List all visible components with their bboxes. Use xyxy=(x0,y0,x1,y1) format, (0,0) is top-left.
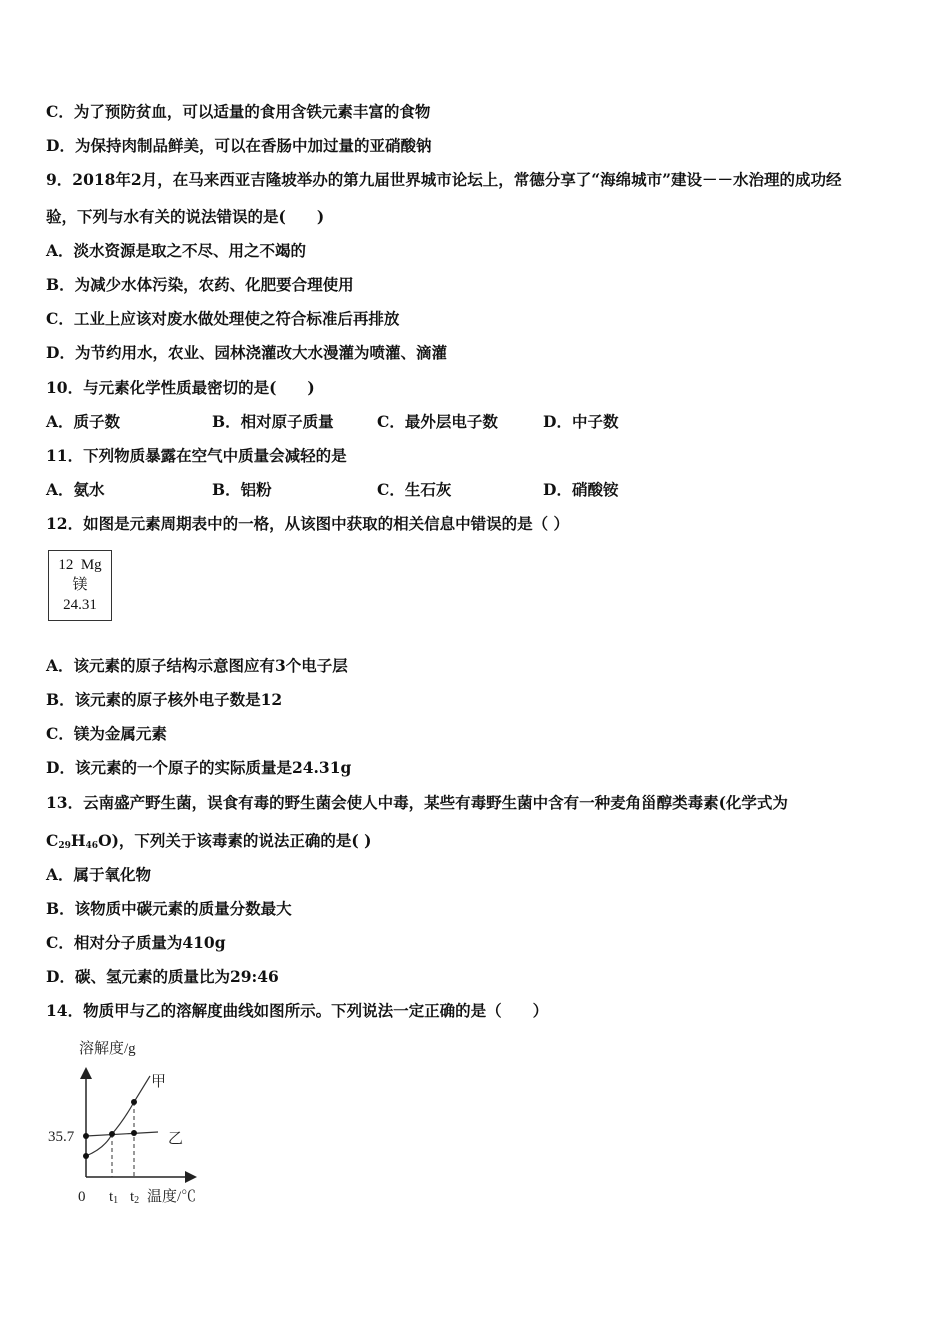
label-jia: 甲 xyxy=(151,1074,167,1090)
q10-option-a: A．质子数 xyxy=(46,412,121,431)
formula-h-sub: 46 xyxy=(85,841,99,851)
q10-option-c: C．最外层电子数 xyxy=(377,412,498,431)
q13-stem-line1: 13．云南盛产野生菌，误食有毒的野生菌会使人中毒，某些有毒野生菌中含有一种麦角甾醇类毒素(化学式为 xyxy=(46,793,788,812)
q13-stem-rest: ，下列关于该毒素的说法正确的是( ) xyxy=(118,831,372,850)
atomic-number: 12 xyxy=(58,557,74,573)
point-jia-t2 xyxy=(131,1099,137,1105)
periodic-table-cell xyxy=(48,550,112,621)
element-name: 镁 xyxy=(72,577,88,593)
point-jia-start xyxy=(83,1153,89,1159)
point-intersection-t1 xyxy=(109,1131,115,1137)
q9-stem-line1: 9．2018年2月，在马来西亚吉隆坡举办的第九届世界城市论坛上，常德分享了“海绵城市”建设－－水治理的成功经 xyxy=(46,170,842,189)
q10-option-d: D．中子数 xyxy=(543,412,619,431)
y-axis-label: 溶解度/g xyxy=(79,1041,136,1057)
q13-option-c: C．相对分子质量为410g xyxy=(46,933,226,952)
q13-option-d: D．碳、氢元素的质量比为29:46 xyxy=(46,967,279,986)
y-tick-35-7: 35.7 xyxy=(48,1129,75,1145)
point-35-7 xyxy=(83,1133,89,1139)
q9-stem-line2: 验，下列与水有关的说法错误的是( ) xyxy=(46,207,325,226)
q8-option-c: C．为了预防贫血，可以适量的食用含铁元素丰富的食物 xyxy=(46,102,431,121)
q11-stem: 11．下列物质暴露在空气中质量会减轻的是 xyxy=(46,446,347,465)
q9-option-b: B．为减少水体污染，农药、化肥要合理使用 xyxy=(46,275,354,294)
q9-option-c: C．工业上应该对废水做处理使之符合标准后再排放 xyxy=(46,309,400,328)
q9-option-d: D．为节约用水，农业、园林浇灌改大水漫灌为喷灌、滴灌 xyxy=(46,343,447,362)
element-symbol: Mg xyxy=(80,557,102,573)
origin-label: 0 xyxy=(78,1189,86,1205)
formula-h: H xyxy=(70,831,86,850)
q12-stem: 12．如图是元素周期表中的一格，从该图中获取的相关信息中错误的是（ ） xyxy=(46,514,569,533)
q12-option-a: A．该元素的原子结构示意图应有3个电子层 xyxy=(46,656,348,675)
q12-option-b: B．该元素的原子核外电子数是12 xyxy=(46,690,283,709)
q12-option-d: D．该元素的一个原子的实际质量是24.31g xyxy=(46,758,352,777)
q11-option-d: D．硝酸铵 xyxy=(543,480,619,499)
curve-yi xyxy=(86,1132,158,1136)
q12-option-c: C．镁为金属元素 xyxy=(46,724,167,743)
q13-stem-line2 xyxy=(46,831,371,856)
q13-option-b: B．该物质中碳元素的质量分数最大 xyxy=(46,899,292,918)
q11-option-a: A．氨水 xyxy=(46,480,105,499)
curve-jia xyxy=(86,1076,150,1156)
x-axis-label: 温度/℃ xyxy=(147,1189,197,1205)
point-yi-t2 xyxy=(131,1130,137,1136)
formula-c: C xyxy=(46,831,59,850)
q8-option-d: D．为保持肉制品鲜美，可以在香肠中加过量的亚硝酸钠 xyxy=(46,136,432,155)
atomic-mass: 24.31 xyxy=(63,597,97,613)
q14-stem: 14．物质甲与乙的溶解度曲线如图所示。下列说法一定正确的是（ ） xyxy=(46,1001,549,1020)
q11-option-b: B．铝粉 xyxy=(212,480,272,499)
q11-option-c: C．生石灰 xyxy=(377,480,452,499)
t1-label: t1 xyxy=(109,1189,119,1206)
label-yi: 乙 xyxy=(168,1131,184,1147)
q10-stem: 10．与元素化学性质最密切的是( ) xyxy=(46,378,315,397)
formula-c-sub: 29 xyxy=(58,841,71,851)
solubility-graph xyxy=(40,1030,260,1210)
formula-o: O) xyxy=(98,831,119,850)
q9-option-a: A．淡水资源是取之不尽、用之不竭的 xyxy=(46,241,307,260)
q13-option-a: A．属于氧化物 xyxy=(46,865,152,884)
element-number-symbol xyxy=(49,555,111,575)
q10-option-b: B．相对原子质量 xyxy=(212,412,334,431)
t2-label: t2 xyxy=(130,1189,140,1206)
